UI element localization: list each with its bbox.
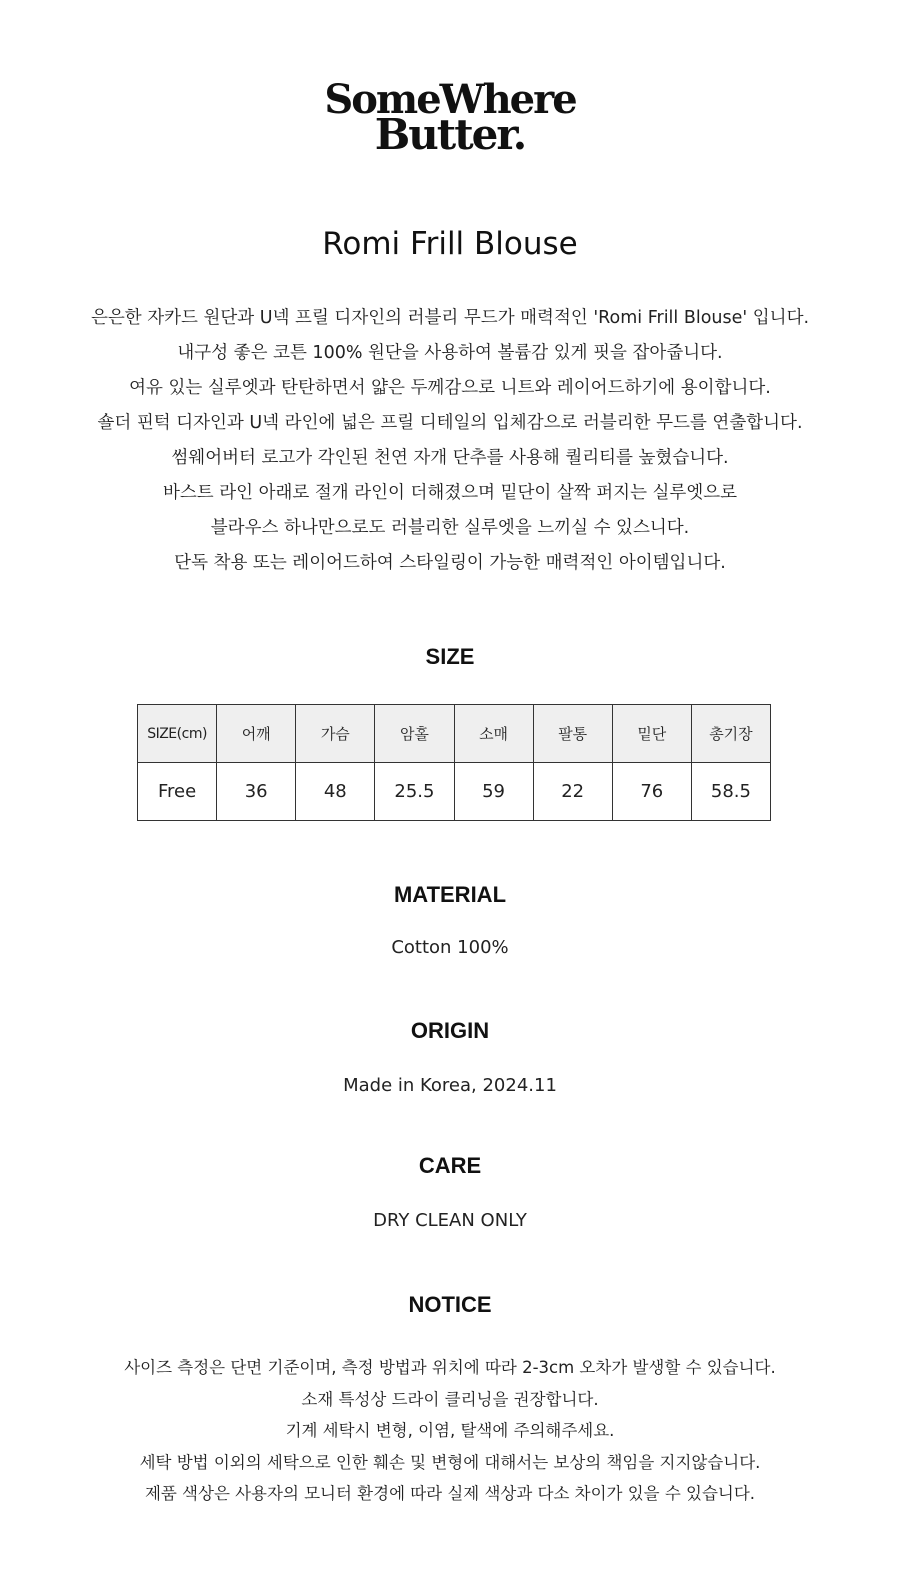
- description-line: 숄더 핀턱 디자인과 U넥 라인에 넓은 프릴 디테일의 입체감으로 러블리한 무드를 연출합니다.: [97, 413, 803, 433]
- notice-heading: NOTICE: [408, 1292, 492, 1317]
- size-cell: 76: [612, 763, 691, 821]
- size-heading: SIZE: [425, 644, 475, 669]
- notice-line: 사이즈 측정은 단면 기준이며, 측정 방법과 위치에 따라 2-3cm 오차가 발생할 수 있습니다.: [124, 1358, 776, 1377]
- description-line: 블라우스 하나만으로도 러블리한 실루엣을 느끼실 수 있스니다.: [210, 518, 690, 538]
- size-header-cell: 소매: [454, 705, 533, 763]
- notice-list: [0, 1352, 900, 1510]
- care-heading: CARE: [418, 1153, 482, 1178]
- size-cell: 22: [533, 763, 612, 821]
- description-line: 단독 착용 또는 레이어드하여 스타일링이 가능한 매력적인 아이템입니다.: [174, 553, 726, 573]
- care-value: DRY CLEAN ONLY: [373, 1210, 527, 1231]
- size-header-cell: 어깨: [217, 705, 296, 763]
- description-line: 내구성 좋은 코튼 100% 원단을 사용하여 볼륨감 있게 핏을 잡아줍니다.: [177, 343, 723, 363]
- size-header-cell: 가슴: [296, 705, 375, 763]
- material-value: Cotton 100%: [391, 937, 509, 958]
- description-line: 여유 있는 실루엣과 탄탄하면서 얇은 두께감으로 니트와 레이어드하기에 용이합니다.: [129, 378, 771, 398]
- size-header-cell: 팔통: [533, 705, 612, 763]
- description-line: 은은한 자카드 원단과 U넥 프릴 디자인의 러블리 무드가 매력적인 'Romi Frill Blouse' 입니다.: [90, 308, 810, 328]
- product-description: [0, 301, 900, 581]
- brand-logo-line1: SomeWhere: [324, 76, 576, 123]
- size-header-cell: 밑단: [612, 705, 691, 763]
- description-line: 썸웨어버터 로고가 각인된 천연 자개 단추를 사용해 퀄리티를 높혔습니다.: [171, 448, 729, 468]
- size-cell: Free: [138, 763, 217, 821]
- size-header-cell: SIZE(cm): [138, 705, 217, 763]
- notice-line: 세탁 방법 이외의 세탁으로 인한 훼손 및 변형에 대해서는 보상의 책임을 지지않습니다.: [139, 1452, 761, 1472]
- origin-heading: ORIGIN: [410, 1018, 490, 1043]
- size-cell: 36: [217, 763, 296, 821]
- size-table-header-row: [138, 705, 771, 763]
- notice-line: 기계 세탁시 변형, 이염, 탈색에 주의해주세요.: [285, 1421, 615, 1440]
- product-title: Romi Frill Blouse: [322, 226, 578, 262]
- size-header-cell: 암홀: [375, 705, 454, 763]
- notice-line: 제품 색상은 사용자의 모니터 환경에 따라 실제 색상과 다소 차이가 있을 수 있습니다.: [144, 1484, 756, 1503]
- description-line: 바스트 라인 아래로 절개 라인이 더해졌으며 밑단이 살짝 퍼지는 실루엣으로: [162, 483, 738, 503]
- material-heading: MATERIAL: [393, 882, 507, 907]
- size-cell: 48: [296, 763, 375, 821]
- size-table: [137, 704, 771, 821]
- size-cell: 25.5: [375, 763, 454, 821]
- size-cell: 59: [454, 763, 533, 821]
- brand-logo-line2: Butter.: [374, 110, 526, 160]
- notice-line: 소재 특성상 드라이 클리닝을 권장합니다.: [301, 1389, 599, 1409]
- size-cell: 58.5: [691, 763, 770, 821]
- origin-value: Made in Korea, 2024.11: [343, 1075, 557, 1096]
- size-header-cell: 총기장: [691, 705, 770, 763]
- brand-logo: [0, 76, 900, 160]
- table-row: [138, 763, 771, 821]
